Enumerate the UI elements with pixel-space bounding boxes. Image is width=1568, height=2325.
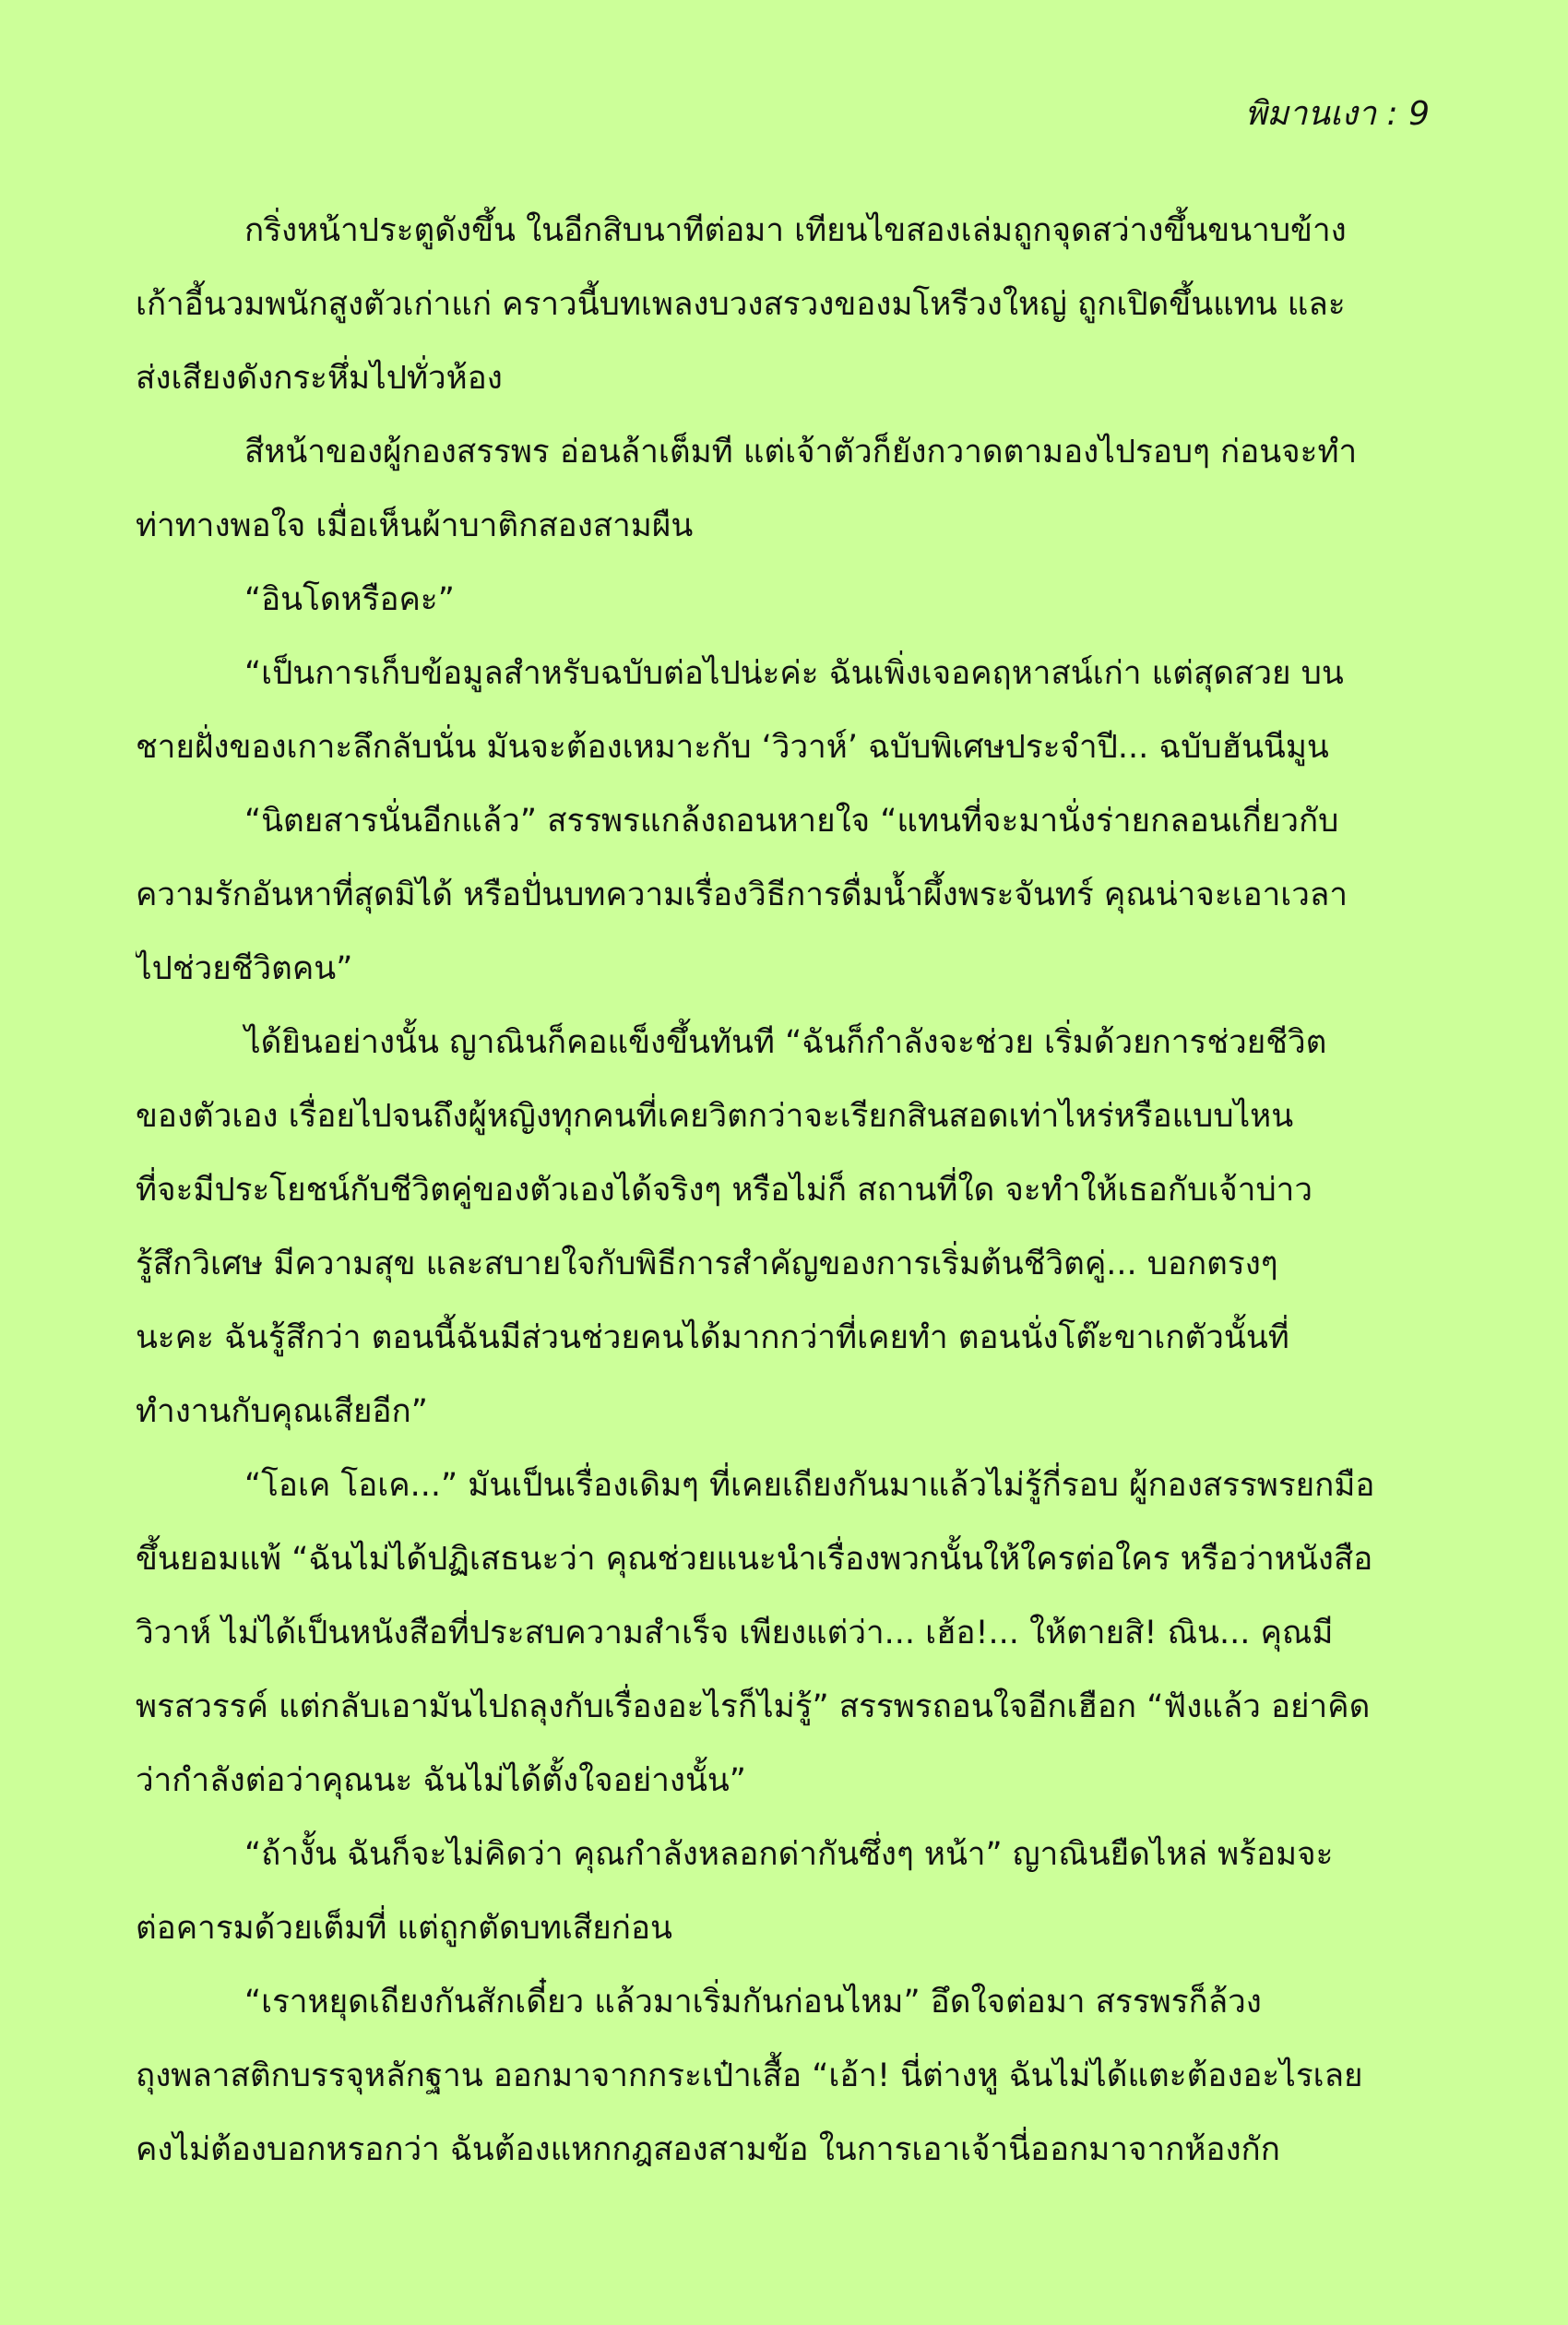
- text-line: ถุงพลาสติกบรรจุหลักฐาน ออกมาจากกระเป๋าเสื้อ “เอ้า! นี่ต่างหู ฉันไม่ได้แตะต้องอะไรเลย: [136, 2057, 1363, 2094]
- page-number: 9: [1408, 95, 1430, 133]
- running-header: [1245, 87, 1430, 139]
- page-body: [136, 194, 1432, 2187]
- text-line: พรสวรรค์ แต่กลับเอามันไปถลุงกับเรื่องอะไรก็ไม่รู้” สรรพรถอนใจอีกเฮือก “ฟังแล้ว อย่าคิด: [136, 1688, 1371, 1725]
- text-line: ของตัวเอง เรื่อยไปจนถึงผู้หญิงทุกคนที่เคยวิตกว่าจะเรียกสินสอดเท่าไหร่หรือแบบไหน: [136, 1098, 1294, 1135]
- text-line: ขึ้นยอมแพ้ “ฉันไม่ได้ปฏิเสธนะว่า คุณช่วยแนะนำเรื่องพวกนั้นให้ใครต่อใคร หรือว่าหนังสือ: [136, 1541, 1373, 1578]
- text-line: วิวาห์ ไม่ได้เป็นหนังสือที่ประสบความสำเร็จ เพียงแต่ว่า... เฮ้อ!... ให้ตายสิ! ณิน... คุณมี: [136, 1615, 1334, 1651]
- text-line: “โอเค โอเค...” มันเป็นเรื่องเดิมๆ ที่เคยเถียงกันมาแล้วไม่รู้กี่รอบ ผู้กองสรรพรยกมือ: [244, 1467, 1375, 1504]
- text-line: ส่งเสียงดังกระหึ่มไปทั่วห้อง: [136, 360, 503, 397]
- text-line: เก้าอี้นวมพนักสูงตัวเก่าแก่ คราวนี้บทเพลงบวงสรวงของมโหรีวงใหญ่ ถูกเปิดขึ้นแทน และ: [136, 286, 1346, 323]
- text-line: ที่จะมีประโยชน์กับชีวิตคู่ของตัวเองได้จริงๆ หรือไม่ก็ สถานที่ใด จะทำให้เธอกับเจ้าบ่าว: [136, 1172, 1313, 1209]
- text-line: กริ่งหน้าประตูดังขึ้น ในอีกสิบนาทีต่อมา เทียนไขสองเล่มถูกจุดสว่างขึ้นขนาบข้าง: [244, 212, 1347, 249]
- text-line: “เป็นการเก็บข้อมูลสำหรับฉบับต่อไปน่ะค่ะ ฉันเพิ่งเจอคฤหาสน์เก่า แต่สุดสวย บน: [244, 655, 1344, 692]
- text-line: สีหน้าของผู้กองสรรพร อ่อนล้าเต็มที แต่เจ้าตัวก็ยังกวาดตามองไปรอบๆ ก่อนจะทำ: [244, 434, 1358, 471]
- text-line: ไปช่วยชีวิตคน”: [136, 950, 353, 987]
- text-line: “เราหยุดเถียงกันสักเดี๋ยว แล้วมาเริ่มกันก่อนไหม” อึดใจต่อมา สรรพรก็ล้วง: [244, 1984, 1262, 2021]
- text-line: “อินโดหรือคะ”: [244, 581, 455, 618]
- text-line: ชายฝั่งของเกาะลึกลับนั่น มันจะต้องเหมาะกับ ‘วิวาห์’ ฉบับพิเศษประจำปี... ฉบับฮันนีมูน: [136, 729, 1329, 766]
- text-line: “นิตยสารนั่นอีกแล้ว” สรรพรแกล้งถอนหายใจ “แทนที่จะมานั่งร่ายกลอนเกี่ยวกับ: [244, 803, 1339, 840]
- text-line: นะคะ ฉันรู้สึกว่า ตอนนี้ฉันมีส่วนช่วยคนได้มากกว่าที่เคยทำ ตอนนั่งโต๊ะขาเกตัวนั้นที่: [136, 1319, 1289, 1356]
- text-line: ท่าทางพอใจ เมื่อเห็นผ้าบาติกสองสามผืน: [136, 507, 694, 544]
- header-separator: :: [1376, 95, 1409, 133]
- text-line: ว่ากำลังต่อว่าคุณนะ ฉันไม่ได้ตั้งใจอย่างนั้น”: [136, 1762, 746, 1799]
- text-line: ต่อคารมด้วยเต็มที่ แต่ถูกตัดบทเสียก่อน: [136, 1910, 672, 1947]
- text-line: รู้สึกวิเศษ มีความสุข และสบายใจกับพิธีการสำคัญของการเริ่มต้นชีวิตคู่... บอกตรงๆ: [136, 1246, 1278, 1282]
- text-line: ได้ยินอย่างนั้น ญาณินก็คอแข็งขึ้นทันที “ฉันก็กำลังจะช่วย เริ่มด้วยการช่วยชีวิต: [244, 1024, 1327, 1061]
- book-title: พิมานเงา: [1244, 95, 1377, 133]
- text-line: “ถ้างั้น ฉันก็จะไม่คิดว่า คุณกำลังหลอกด่ากันซึ่งๆ หน้า” ญาณินยืดไหล่ พร้อมจะ: [244, 1836, 1334, 1873]
- text-line: ความรักอันหาที่สุดมิได้ หรือปั่นบทความเรื่องวิธีการดื่มน้ำผึ้งพระจันทร์ คุณน่าจะเอาเวลา: [136, 876, 1348, 913]
- text-line: ทำงานกับคุณเสียอีก”: [136, 1393, 428, 1430]
- text-line: คงไม่ต้องบอกหรอกว่า ฉันต้องแหกกฎสองสามข้อ ในการเอาเจ้านี่ออกมาจากห้องกัก: [136, 2131, 1280, 2168]
